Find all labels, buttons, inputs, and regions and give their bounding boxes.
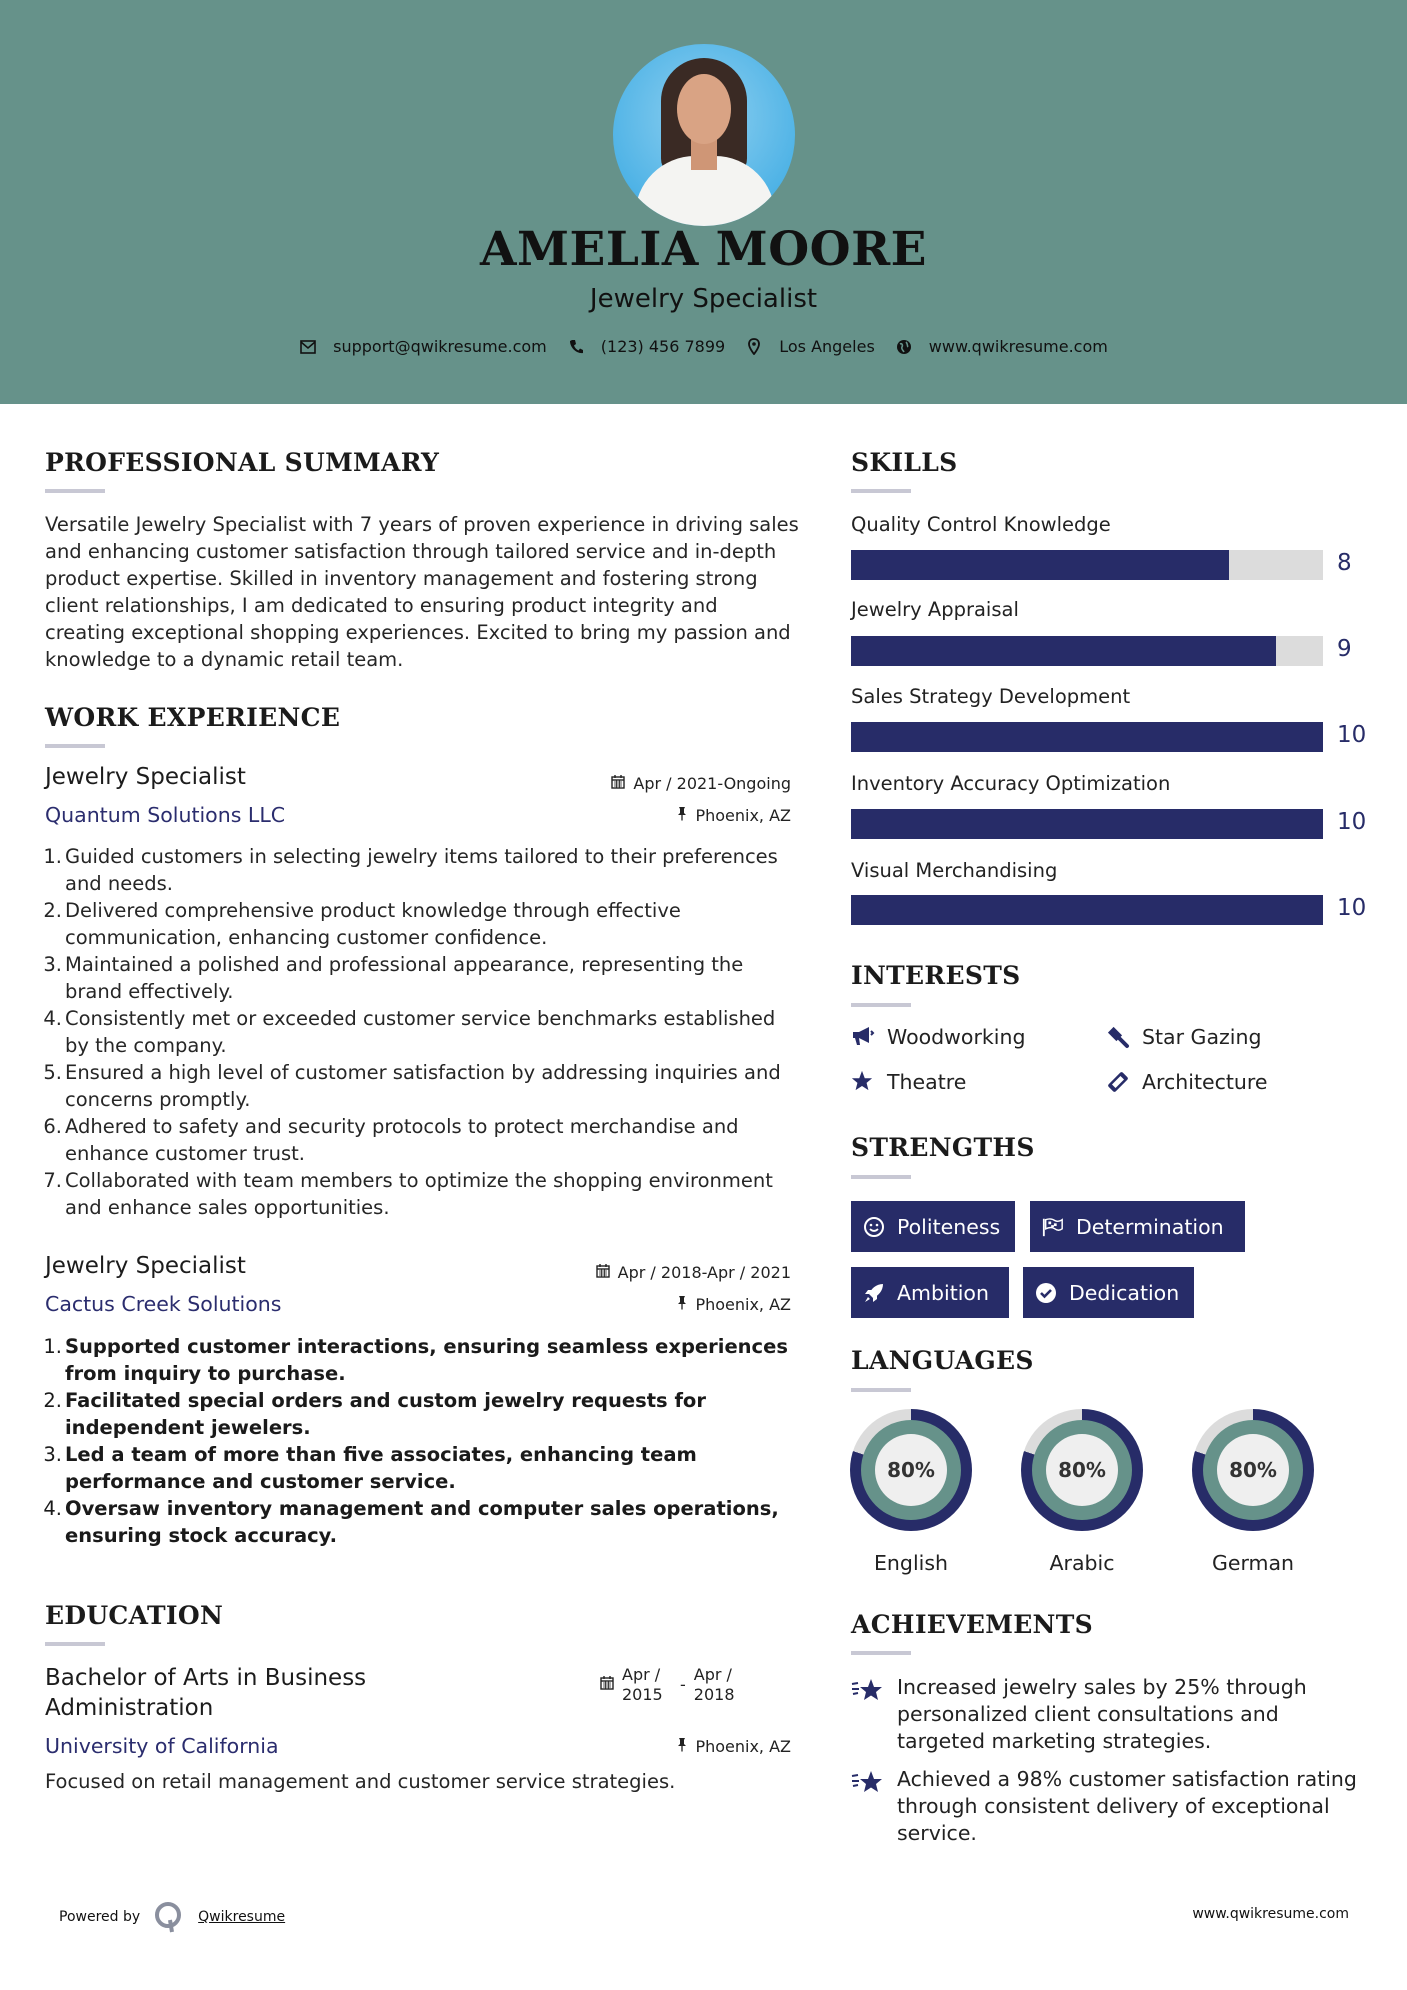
job-company: Cactus Creek Solutions — [45, 1292, 282, 1316]
school-name: University of California — [45, 1734, 279, 1758]
shooting-star-icon — [851, 1676, 883, 1704]
contact-email[interactable]: support@qwikresume.com — [299, 337, 547, 356]
language-name: German — [1211, 1551, 1295, 1575]
qwikresume-logo-icon — [152, 1900, 186, 1934]
list-item: 2. Facilitated special orders and custom jewelry requests for independent jewelers. — [43, 1389, 706, 1439]
job-bullets — [43, 1333, 803, 1549]
profile-photo — [613, 44, 795, 226]
skill-name: Inventory Accuracy Optimization — [851, 772, 1171, 795]
skill-name: Visual Merchandising — [851, 859, 1058, 882]
heading-underline — [45, 744, 105, 748]
achievements-heading: ACHIEVEMENTS — [851, 1610, 1093, 1639]
contact-location: Los Angeles — [745, 337, 875, 356]
heading-underline — [45, 1642, 105, 1646]
summary-text: Versatile Jewelry Specialist with 7 years of proven experience in driving sales and enhancing customer satisfaction through tailored service and in-depth product expertise. Skilled in inventory management and fostering strong client relationships, I am dedicated to ensuring product integrity and creating exceptional shopping experiences. Excited to bring my passion and knowledge to a dynamic retail team. — [45, 513, 799, 671]
interest-item: Architecture — [1106, 1070, 1268, 1094]
ticket-icon — [1106, 1070, 1130, 1094]
skill-value: 10 — [1337, 809, 1367, 835]
heading-underline — [851, 1388, 911, 1392]
resume-header — [0, 0, 1407, 404]
list-item: 2. Delivered comprehensive product knowledge through effective communication, enhancing customer confidence. — [43, 899, 681, 949]
skill-bar — [851, 809, 1323, 839]
education-location: Phoenix, AZ — [677, 1737, 791, 1756]
list-item: 1. Supported customer interactions, ensuring seamless experiences from inquiry to purchase. — [43, 1335, 788, 1385]
job-title: Jewelry Specialist — [45, 764, 246, 790]
bullhorn-icon — [851, 1025, 875, 1049]
language-name: Arabic — [1049, 1551, 1115, 1575]
skill-name: Quality Control Knowledge — [851, 513, 1111, 536]
smile-icon — [863, 1216, 885, 1238]
heading-underline — [851, 1175, 911, 1179]
skill-value: 9 — [1337, 636, 1352, 662]
check-circle-icon — [1035, 1282, 1057, 1304]
star-icon — [851, 1070, 875, 1094]
contact-phone[interactable]: (123) 456 7899 — [567, 337, 725, 356]
skill-value: 10 — [1337, 722, 1367, 748]
education-dates: Apr / 2015 - Apr / 2018 — [600, 1665, 744, 1705]
skill-name: Sales Strategy Development — [851, 685, 1131, 708]
contact-website[interactable]: www.qwikresume.com — [895, 337, 1108, 356]
powered-by: Powered by Qwikresume — [59, 1900, 285, 1934]
strength-chip: Dedication — [1023, 1267, 1194, 1318]
calendar-icon — [596, 1263, 610, 1282]
thumbtack-icon — [677, 1737, 687, 1756]
interest-item: Theatre — [851, 1070, 966, 1094]
language-ring: 80% — [850, 1409, 972, 1531]
job-company: Quantum Solutions LLC — [45, 803, 286, 827]
education-description: Focused on retail management and customer service strategies. — [45, 1770, 676, 1793]
job-location: Phoenix, AZ — [677, 806, 791, 825]
heading-underline — [45, 489, 105, 493]
achievement-item: Increased jewelry sales by 25% through personalized client consultations and targeted marketing strategies. — [851, 1674, 1371, 1755]
rocket-icon — [863, 1282, 885, 1304]
strength-chip: Determination — [1030, 1201, 1245, 1252]
skill-value: 8 — [1337, 550, 1352, 576]
heading-underline — [851, 489, 911, 493]
language-item — [1021, 1409, 1143, 1575]
achievement-item: Achieved a 98% customer satisfaction rating through consistent delivery of exceptional service. — [851, 1766, 1371, 1847]
envelope-icon — [299, 338, 317, 356]
list-item: 1. Guided customers in selecting jewelry items tailored to their preferences and needs. — [43, 845, 778, 895]
strengths-heading: STRENGTHS — [851, 1133, 1035, 1162]
skills-heading: SKILLS — [851, 448, 958, 477]
degree-title: Bachelor of Arts in Business Administration — [45, 1665, 367, 1721]
qwikresume-link[interactable]: Qwikresume — [198, 1909, 286, 1925]
job-dates: Apr / 2018-Apr / 2021 — [596, 1263, 791, 1282]
skill-value: 10 — [1337, 895, 1367, 921]
language-item — [850, 1409, 972, 1575]
skill-bar — [851, 722, 1323, 752]
summary-heading: PROFESSIONAL SUMMARY — [45, 448, 440, 477]
calendar-icon — [600, 1675, 614, 1695]
list-item: 6. Adhered to safety and security protocols to protect merchandise and enhance customer trust. — [43, 1115, 739, 1165]
calendar-icon — [611, 774, 625, 793]
thumbtack-icon — [677, 806, 687, 825]
language-ring: 80% — [1021, 1409, 1143, 1531]
gavel-icon — [1106, 1025, 1130, 1049]
thumbtack-icon — [677, 1295, 687, 1314]
language-name: English — [873, 1551, 949, 1575]
skill-bar — [851, 550, 1323, 580]
footer-site[interactable]: www.qwikresume.com — [1192, 1906, 1349, 1922]
list-item: 7. Collaborated with team members to optimize the shopping environment and enhance sales opportunities. — [43, 1169, 773, 1219]
list-item: 3. Led a team of more than five associates, enhancing team performance and customer service. — [43, 1443, 697, 1493]
strength-chip: Politeness — [851, 1201, 1015, 1252]
interest-item: Woodworking — [851, 1025, 1025, 1049]
job-title: Jewelry Specialist — [45, 1253, 246, 1279]
heading-underline — [851, 1651, 911, 1655]
phone-icon — [567, 338, 585, 356]
interest-item: Star Gazing — [1106, 1025, 1261, 1049]
map-marker-icon — [745, 338, 763, 356]
job-dates: Apr / 2021-Ongoing — [611, 774, 791, 793]
language-ring: 80% — [1192, 1409, 1314, 1531]
interests-heading: INTERESTS — [851, 961, 1021, 990]
job-bullets — [43, 843, 803, 1221]
skill-bar — [851, 895, 1323, 925]
heading-underline — [851, 1003, 911, 1007]
list-item: 4. Oversaw inventory management and computer sales operations, ensuring stock accuracy. — [43, 1497, 779, 1547]
experience-heading: WORK EXPERIENCE — [45, 703, 341, 732]
language-item — [1192, 1409, 1314, 1575]
list-item: 3. Maintained a polished and professional appearance, representing the brand effectively. — [43, 953, 744, 1003]
globe-icon — [895, 338, 913, 356]
list-item: 4. Consistently met or exceeded customer service benchmarks established by the company. — [43, 1007, 776, 1057]
list-item: 5. Ensured a high level of customer satisfaction by addressing inquiries and concerns promptly. — [43, 1061, 781, 1111]
education-heading: EDUCATION — [45, 1601, 224, 1630]
skill-bar — [851, 636, 1323, 666]
skill-name: Jewelry Appraisal — [851, 598, 1019, 621]
job-location: Phoenix, AZ — [677, 1295, 791, 1314]
flag-checkered-icon — [1042, 1216, 1064, 1238]
candidate-role: Jewelry Specialist — [589, 284, 818, 314]
candidate-name: AMELIA MOORE — [480, 222, 927, 277]
strength-chip: Ambition — [851, 1267, 1009, 1318]
shooting-star-icon — [851, 1768, 883, 1796]
contact-row — [0, 337, 1407, 356]
languages-heading: LANGUAGES — [851, 1346, 1034, 1375]
